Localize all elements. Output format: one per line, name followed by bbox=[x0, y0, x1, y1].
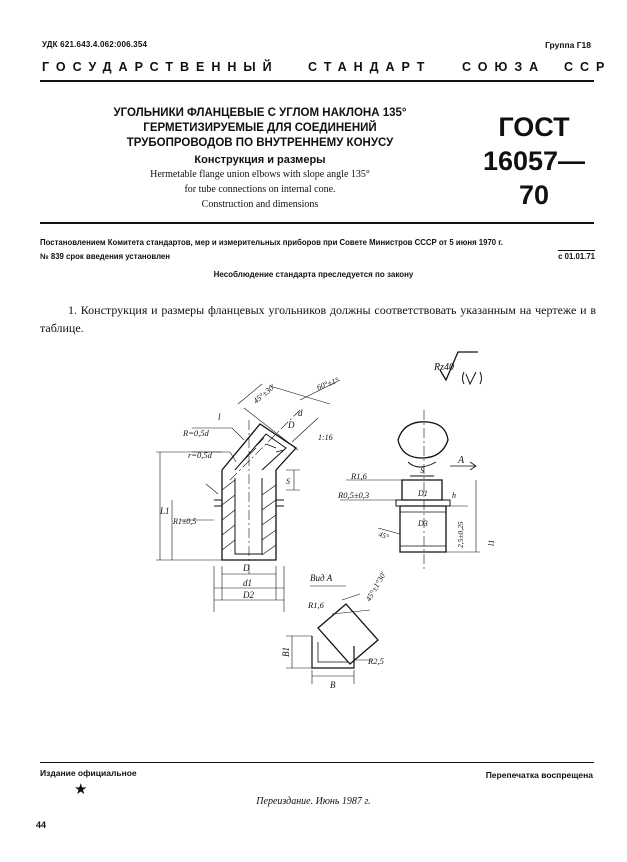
label-r25: R2,5 bbox=[368, 656, 384, 666]
gos-word-3: СОЮЗА bbox=[462, 60, 546, 74]
label-small-d1: D1 bbox=[418, 489, 428, 498]
label-angle-60: 60°±1° bbox=[315, 375, 341, 392]
label-dd: d bbox=[298, 408, 303, 418]
label-d: D bbox=[243, 563, 250, 573]
label-r16-b: R1,6 bbox=[308, 600, 324, 610]
technical-drawing bbox=[0, 345, 627, 715]
label-r1-05: R1±0,5 bbox=[173, 517, 197, 526]
reprint-prohibited: Перепечатка воспрещена bbox=[485, 770, 593, 780]
label-d1: d1 bbox=[243, 578, 252, 588]
roughness-mark bbox=[433, 352, 482, 384]
title-rule bbox=[40, 222, 594, 224]
label-s-side: S bbox=[420, 466, 424, 475]
title-en-line-2: for tube connections on internal cone. bbox=[184, 184, 336, 195]
rz-label: Rz40 bbox=[434, 362, 454, 373]
label-b1: B1 bbox=[281, 647, 291, 657]
label-l1: L1 bbox=[160, 506, 170, 516]
view-a bbox=[286, 586, 378, 684]
decree-line-1: Постановлением Комитета стандартов, мер и измерительных приборов при Совете Министров СССР от 5 июня 1970 г. bbox=[40, 238, 503, 247]
title-en-line-3: Construction and dimensions bbox=[201, 199, 319, 210]
effective-date: с 01.01.71 bbox=[558, 252, 595, 261]
gost-number: 16057—70 bbox=[482, 146, 586, 210]
label-b: B bbox=[330, 680, 336, 690]
label-r05d: R=0,5d bbox=[183, 428, 209, 438]
label-h: h bbox=[452, 491, 456, 500]
label-dim25: 2,5±0,25 bbox=[456, 521, 465, 548]
footer-rule bbox=[40, 762, 594, 763]
label-l-small: l1 bbox=[487, 539, 496, 546]
label-a: A bbox=[458, 455, 465, 466]
udk-code: УДК 621.643.4.062:006.354 bbox=[42, 40, 148, 49]
title-ru-line-1: УГОЛЬНИКИ ФЛАНЦЕВЫЕ С УГЛОМ НАКЛОНА 135° bbox=[113, 107, 407, 119]
title-block bbox=[90, 106, 430, 211]
gost-label: ГОСТ bbox=[498, 112, 570, 142]
decree-text bbox=[40, 236, 595, 264]
label-r05-03: R0,5±0,3 bbox=[338, 490, 370, 500]
gost-designation bbox=[474, 110, 594, 212]
body-paragraph: 1. Конструкция и размеры фланцевых угольников должны соответствовать указанным на чертеже и в таблице. bbox=[40, 303, 596, 335]
gos-word-1: ГОСУДАРСТВЕННЫЙ bbox=[42, 60, 279, 74]
decree-line-2: № 839 срок введения установлен bbox=[40, 252, 170, 261]
label-view-a: Вид А bbox=[310, 573, 333, 583]
top-rule bbox=[40, 80, 594, 82]
label-d-arm: D bbox=[288, 420, 295, 430]
title-ru-subtitle: Конструкция и размеры bbox=[194, 154, 326, 166]
label-s: S bbox=[286, 477, 290, 486]
label-cone: 1:16 bbox=[318, 433, 333, 442]
star-mark: ★ bbox=[74, 781, 88, 798]
label-d2: D2 bbox=[243, 590, 254, 600]
title-ru-line-3: ТРУБОПРОВОДОВ ПО ВНУТРЕННЕМУ КОНУСУ bbox=[126, 137, 394, 149]
legal-warning: Несоблюдение стандарта преследуется по закону bbox=[213, 270, 414, 279]
label-l: l bbox=[218, 412, 221, 422]
group-code: Группа Г18 bbox=[545, 40, 591, 50]
title-ru-line-2: ГЕРМЕТИЗИРУЕМЫЕ ДЛЯ СОЕДИНЕНИЙ bbox=[143, 122, 377, 134]
label-angle: 45°±30′ bbox=[251, 382, 277, 406]
reedition-note: Переиздание. Июнь 1987 г. bbox=[256, 796, 371, 807]
label-r16: R1,6 bbox=[351, 471, 367, 481]
gos-word-4: ССР bbox=[564, 60, 612, 74]
label-r05d-small: r=0,5d bbox=[188, 450, 212, 460]
page-number: 44 bbox=[36, 820, 47, 830]
label-45: 45° bbox=[377, 529, 391, 542]
official-edition: Издание официальное bbox=[40, 768, 137, 778]
label-small-d3: D3 bbox=[418, 519, 428, 528]
title-en-line-1: Hermetable flange union elbows with slope angle 135° bbox=[150, 169, 370, 180]
gos-word-2: СТАНДАРТ bbox=[308, 60, 432, 74]
label-angle-view: 45°±1°30′ bbox=[363, 570, 389, 603]
